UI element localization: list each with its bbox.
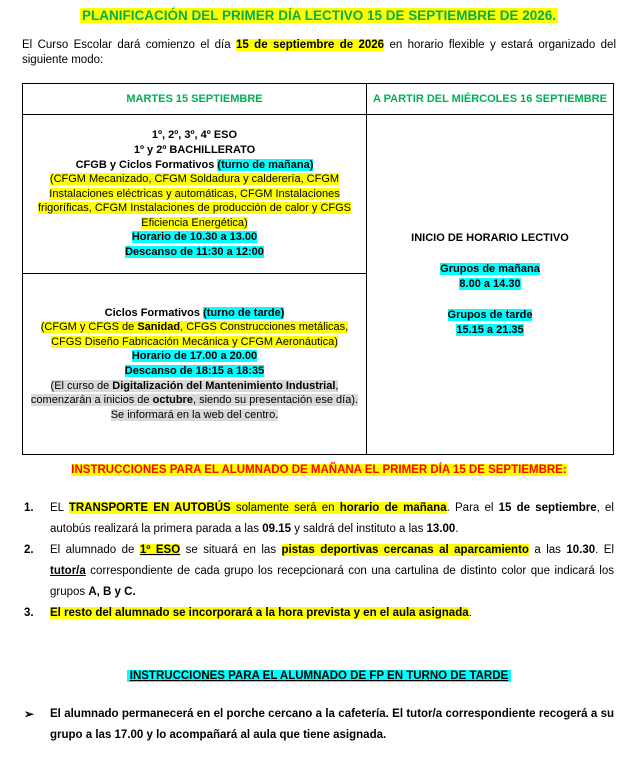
- afternoon-note-c: , comenzarán a inicios de: [30, 379, 339, 407]
- morning-line1: 1º, 2º, 3º, 4º ESO: [151, 129, 238, 142]
- item2-text: El alumnado de: [50, 544, 140, 556]
- schedule-row-morning: [23, 115, 614, 274]
- fp-instructions-item: [22, 704, 614, 746]
- morning-courses-text: (CFGM Mecanizado, CFGM Soldadura y calderería, CFGM Instalaciones eléctricas y automáticas, CFGM Instalaciones frigoríficas, CFGM Instalaciones de producción de calor y CFGS Eficiencia Energética): [37, 173, 351, 229]
- morning-cell: [23, 115, 367, 274]
- item1-text: solamente será en: [230, 502, 340, 514]
- intro-text-after: en horario flexible y estará organizado del siguiente modo:: [22, 39, 617, 66]
- item3-end: .: [468, 607, 472, 619]
- afternoon-courses: [29, 320, 360, 349]
- afternoon-courses-c: , CFGS Construcciones metálicas, CFGS Diseño Fabricación Mecánica y CFGM Aeronáutica): [51, 321, 349, 348]
- afternoon-note-a: (El curso de: [50, 379, 113, 392]
- afternoon-groups-time-row: [367, 323, 613, 338]
- item2-location: pistas deportivas cercanas al aparcamiento: [281, 544, 529, 556]
- afternoon-shift-label: (turno de tarde): [203, 306, 285, 319]
- afternoon-break: [29, 364, 360, 379]
- morning-schedule-text: Horario de 10.30 a 13.00: [131, 231, 258, 244]
- morning-groups: [367, 262, 613, 277]
- morning-shift: [29, 158, 360, 173]
- morning-break-text: Descanso de 11:30 a 12:00: [125, 246, 264, 259]
- item3-text: El resto del alumnado se incorporará a la hora prevista y en el aula asignada: [50, 607, 469, 619]
- item1-bus: TRANSPORTE EN AUTOBÚS: [68, 502, 231, 514]
- morning-shift-label: (turno de mañana): [217, 158, 314, 171]
- page-title-text: PLANIFICACIÓN DEL PRIMER DÍA LECTIVO 15 DE SEPTIEMBRE DE 2026.: [81, 8, 557, 23]
- afternoon-courses-a: (CFGM y CFGS de: [40, 321, 138, 334]
- afternoon-shift: [29, 306, 360, 321]
- item2-text: a las: [528, 544, 567, 556]
- morning-instructions-heading-text: INSTRUCCIONES PARA EL ALUMNADO DE MAÑANA EL PRIMER DÍA 15 DE SEPTIEMBRE:: [71, 464, 567, 476]
- afternoon-note: [29, 379, 360, 408]
- item1-text: .: [455, 523, 459, 535]
- item2-groups: A, B y C.: [88, 586, 136, 598]
- item1-morning: horario de mañana: [339, 502, 447, 514]
- afternoon-schedule-text: Horario de 17.00 a 20.00: [131, 350, 258, 363]
- morning-instructions-list: [22, 498, 614, 624]
- col-header-tuesday: MARTES 15 SEPTIEMBRE: [23, 84, 367, 115]
- morning-break: [29, 245, 360, 260]
- schedule-start-heading: INICIO DE HORARIO LECTIVO: [411, 232, 569, 244]
- afternoon-note-f: Se informará en la web del centro.: [110, 408, 279, 421]
- intro-paragraph: [22, 38, 616, 68]
- morning-groups-time: 8.00 a 14.30: [459, 278, 521, 290]
- afternoon-note-b: Digitalización del Mantenimiento Industrial: [112, 379, 336, 392]
- morning-shift-prefix: CFGB y Ciclos Formativos: [75, 158, 218, 171]
- morning-courses: [29, 172, 360, 230]
- item1-text: EL: [50, 502, 69, 514]
- intro-date: 15 de septiembre de 2026: [236, 39, 385, 51]
- item1-text: y saldrá del instituto a las: [291, 523, 427, 535]
- list-item-number: 2.: [24, 544, 34, 556]
- morning-schedule: [29, 230, 360, 245]
- fp-instructions-heading-text: INSTRUCCIONES PARA EL ALUMNADO DE FP EN TURNO DE TARDE: [127, 670, 511, 682]
- afternoon-cell: [23, 274, 367, 455]
- item2-time: 10.30: [566, 544, 596, 556]
- intro-text-before: El Curso Escolar dará comienzo el día: [22, 39, 237, 51]
- afternoon-schedule: [29, 349, 360, 364]
- item2-text: correspondiente de cada grupo los recepcionará con una cartulina de distinto color que indicará los grupos: [50, 565, 614, 598]
- list-item: [22, 498, 614, 540]
- fp-instructions-text: El alumnado permanecerá en el porche cercano a la cafetería. El tutor/a correspondiente recogerá a su grupo a las 17.00 y lo acompañará al aula que tiene asignada.: [50, 708, 614, 741]
- item1-date: 15 de septiembre: [498, 502, 597, 514]
- morning-instructions-heading: [0, 464, 638, 476]
- item1-text: , el autobús realizará la primera parada a las: [50, 502, 614, 535]
- afternoon-shift-prefix: Ciclos Formativos: [104, 306, 204, 319]
- list-item: [22, 540, 614, 603]
- morning-groups-time-row: [367, 277, 613, 292]
- afternoon-note-e: , siendo su presentación ese día).: [192, 394, 359, 407]
- afternoon-groups-label: Grupos de tarde: [447, 309, 533, 321]
- afternoon-groups: [367, 308, 613, 323]
- list-item: [22, 603, 614, 624]
- item1-text: . Para el: [446, 502, 499, 514]
- morning-groups-label: Grupos de mañana: [440, 263, 540, 275]
- arrow-bullet-icon: ➢: [24, 707, 35, 721]
- col-header-wednesday: A PARTIR DEL MIÉRCOLES 16 SEPTIEMBRE: [367, 84, 614, 115]
- afternoon-web-note: [29, 408, 360, 423]
- schedule-header-row: [23, 84, 614, 115]
- item2-text: . El: [595, 544, 614, 556]
- afternoon-groups-time: 15.15 a 21.35: [456, 324, 524, 336]
- afternoon-note-d: octubre: [152, 394, 193, 407]
- afternoon-courses-b: Sanidad: [137, 321, 181, 334]
- item2-eso: 1º ESO: [139, 544, 181, 556]
- schedule-table: [22, 83, 614, 455]
- page-title: [0, 8, 638, 23]
- afternoon-break-text: Descanso de 18:15 a 18:35: [124, 365, 265, 377]
- fp-instructions-heading: [0, 670, 638, 682]
- item1-time-leave: 13.00: [426, 523, 456, 535]
- item2-text: se situará en las: [180, 544, 282, 556]
- item2-tutor: tutor/a: [50, 565, 86, 577]
- list-item-number: 1.: [24, 502, 34, 514]
- item1-time-stop: 09.15: [262, 523, 292, 535]
- list-item-number: 3.: [24, 607, 34, 619]
- morning-line2: 1º y 2º BACHILLERATO: [133, 143, 256, 156]
- from-wednesday-cell: [367, 115, 614, 455]
